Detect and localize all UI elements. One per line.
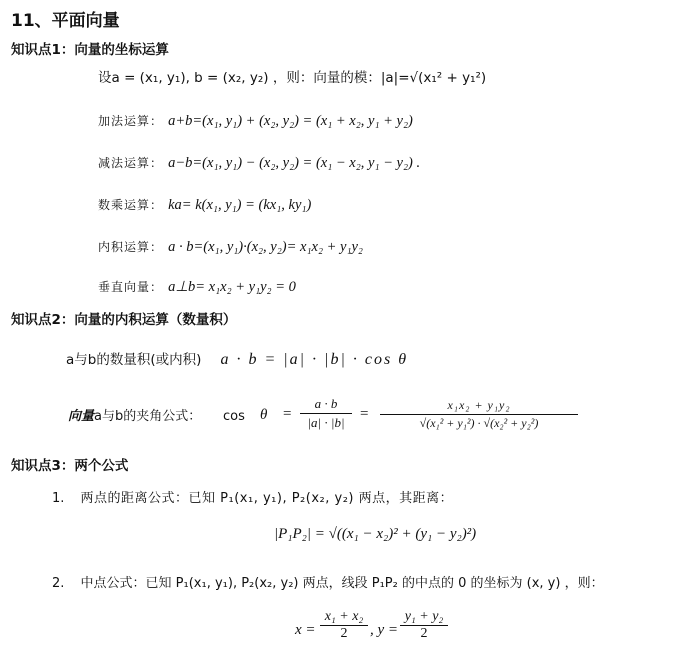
equals-1: =: [283, 406, 292, 422]
distance-item: [52, 487, 453, 506]
subtraction-formula: a−b=(x₁, y₁) − (x₂, y₂) = (x₁ − x₂, y₁ − y₂) .: [168, 155, 421, 171]
dot-definition-text: a与b的数量积(或内积): [66, 352, 202, 368]
fraction-2: [380, 398, 578, 431]
midpoint-y-label: , y =: [370, 622, 399, 638]
fraction-2-bar: [380, 414, 578, 415]
addition-row: [98, 110, 413, 130]
angle-prefix: 向量: [68, 409, 95, 424]
midpoint-y-denominator: 2: [420, 626, 428, 641]
cos-label: cos: [223, 409, 245, 424]
section3-heading: 知识点3：两个公式: [11, 458, 129, 474]
theta-symbol: θ: [260, 407, 268, 423]
item2-text: 中点公式：已知 P₁(x₁, y₁), P₂(x₂, y₂) 两点，线段 P₁P₂ 的中点的 0 的坐标为 (x, y) ，则：: [80, 576, 604, 591]
fraction-1-bar: [300, 413, 352, 414]
midpoint-x-numerator: x₁ + x₂: [324, 609, 364, 624]
fraction-1-numerator: a · b: [314, 396, 338, 411]
perpendicular-formula: a⊥b= x₁x₂ + y₁y₂ = 0: [168, 279, 296, 295]
addition-label: 加法运算：: [98, 114, 164, 128]
page-title: 11、平面向量: [11, 11, 120, 31]
distance-formula: |P₁P₂| = √((x₁ − x₂)² + (y₁ − y₂)²): [274, 526, 477, 542]
equals-2: =: [360, 406, 369, 422]
item1-number: 1.: [52, 491, 65, 506]
dot-product-formula: a · b=(x₁, y₁)·(x₂, y₂)= x₁x₂ + y₁y₂: [168, 239, 363, 255]
dot-product-label: 内积运算：: [98, 240, 164, 254]
scalar-mult-row: [98, 194, 311, 214]
vector-setup-text: 设a = (x₁, y₁), b = (x₂, y₂) ，则：向量的模：|a|=√(x₁² + y₁²): [98, 70, 487, 86]
dot-definition-row: [66, 348, 408, 369]
perpendicular-label: 垂直向量：: [98, 280, 164, 294]
dot-definition-formula: a · b = |a| · |b| · cos θ: [220, 351, 409, 368]
fraction-1: [300, 396, 352, 431]
midpoint-x-fraction: [320, 609, 368, 642]
fraction-2-denominator: √(x₁² + y₁²) · √(x₂² + y₂²): [419, 416, 539, 430]
item2-number: 2.: [52, 576, 65, 591]
midpoint-y-fraction: [400, 609, 448, 642]
vector-setup-line: [98, 66, 486, 86]
fraction-2-numerator: x₁x₂ + y₁y₂: [447, 398, 511, 412]
fraction-1-denominator: |a| · |b|: [307, 415, 345, 430]
addition-formula: a+b=(x₁, y₁) + (x₂, y₂) = (x₁ + x₂, y₁ + y₂): [168, 113, 413, 129]
section2-heading: 知识点2：向量的内积运算（数量积）: [11, 312, 237, 328]
subtraction-label: 减法运算：: [98, 156, 164, 170]
midpoint-item: [52, 572, 604, 591]
section1-heading: 知识点1：向量的坐标运算: [11, 42, 169, 58]
midpoint-x-label: x =: [295, 622, 316, 638]
dot-product-row: [98, 236, 363, 256]
perpendicular-row: [98, 276, 296, 296]
angle-text: a与b的夹角公式：: [94, 409, 202, 424]
item1-text: 两点的距离公式：已知 P₁(x₁, y₁), P₂(x₂, y₂) 两点，其距离：: [80, 491, 454, 506]
subtraction-row: [98, 152, 420, 172]
scalar-mult-formula: ka= k(x₁, y₁) = (kx₁, ky₁): [168, 197, 312, 213]
midpoint-y-numerator: y₁ + y₂: [404, 609, 444, 624]
midpoint-x-denominator: 2: [340, 626, 348, 641]
scalar-mult-label: 数乘运算：: [98, 198, 164, 212]
angle-formula-label: [68, 405, 201, 424]
